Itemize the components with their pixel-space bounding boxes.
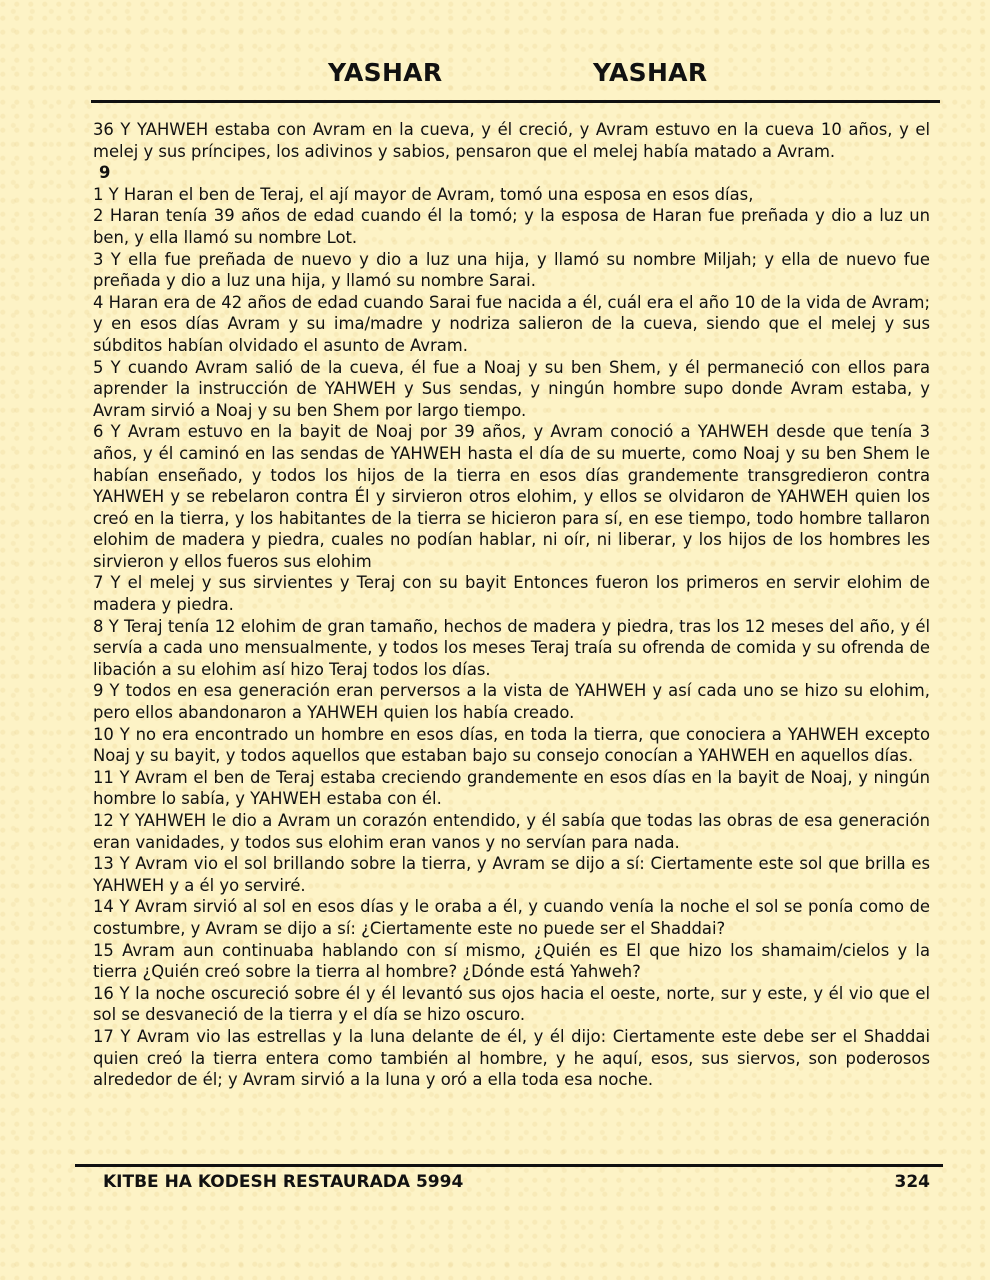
header-title-right: YASHAR <box>593 58 708 87</box>
verse-7: 7 Y el melej y sus sirvientes y Teraj con su bayit Entonces fueron los primeros en servir elohim de madera y piedra. <box>93 573 930 615</box>
page-number: 324 <box>894 1172 930 1192</box>
verse-4: 4 Haran era de 42 años de edad cuando Sarai fue nacida a él, cuál era el año 10 de la vida de Avram; y en esos días Avram y su ima/madre y nodriza salieron de la cueva, siendo que el melej y sus súbditos habían olvidado el asunto de Avram. <box>93 292 930 355</box>
verse-3: 3 Y ella fue preñada de nuevo y dio a luz una hija, y llamó su nombre Miljah; y ella de nuevo fue preñada y dio a luz una hija, y llamó su nombre Sarai. <box>93 249 930 291</box>
verse-5: 5 Y cuando Avram salió de la cueva, él fue a Noaj y su ben Shem, y él permaneció con ellos para aprender la instrucción de YAHWEH y Sus sendas, y ningún hombre supo donde Avram estaba, y Avram sirvió a Noaj y su ben Shem por largo tiempo. <box>93 357 930 420</box>
chapter-heading: 9 <box>99 163 111 183</box>
verse-11: 11 Y Avram el ben de Teraj estaba creciendo grandemente en esos días en la bayit de Noaj, y ningún hombre lo sabía, y YAHWEH estaba con él. <box>93 767 930 809</box>
verse-14: 14 Y Avram sirvió al sol en esos días y le oraba a él, y cuando venía la noche el sol se ponía como de costumbre, y Avram se dijo a sí: ¿Ciertamente este no puede ser el Shaddai? <box>93 897 930 938</box>
page-header <box>0 58 990 90</box>
page-body <box>93 119 930 1091</box>
page-footer <box>103 1172 930 1196</box>
verse-15: 15 Avram aun continuaba hablando con sí mismo, ¿Quién es El que hizo los shamaim/cielos y la tierra ¿Quién creó sobre la tierra al hombre? ¿Dónde está Yahweh? <box>93 940 930 982</box>
verse-10: 10 Y no era encontrado un hombre en esos días, en toda la tierra, que conociera a YAHWEH excepto Noaj y su bayit, y todos aquellos que estaban bajo su consejo conocían a YAHWEH en aquellos días. <box>93 724 930 766</box>
verse-6: 6 Y Avram estuvo en la bayit de Noaj por 39 años, y Avram conoció a YAHWEH desde que tenía 3 años, y él caminó en las sendas de YAHWEH hasta el día de su muerte, como Noaj y su ben Shem le habían enseñado, y todos los hijos de la tierra en esos días grandemente transgredieron contra YAHWEH y se rebelaron contra Él y sirvieron otros elohim, y ellos se olvidaron de YAHWEH quien los creó en la tierra, y los habitantes de la tierra se hicieron para sí, en ese tiempo, todo hombre tallaron elohim de madera y piedra, cuales no podían hablar, ni oír, ni liberar, y los hijos de los hombres les sirvieron y ellos fueros sus elohim <box>93 422 930 571</box>
verse-12: 12 Y YAHWEH le dio a Avram un corazón entendido, y él sabía que todas las obras de esa generación eran vanidades, y todos sus elohim eran vanos y no servían para nada. <box>93 811 930 852</box>
verse-8: 8 Y Teraj tenía 12 elohim de gran tamaño, hechos de madera y piedra, tras los 12 meses del año, y él servía a cada uno mensualmente, y todos los meses Teraj traía su ofrenda de comida y su ofrenda de libación a su elohim así hizo Teraj todos los días. <box>93 616 930 679</box>
verse-36: 36 Y YAHWEH estaba con Avram en la cueva, y él creció, y Avram estuvo en la cueva 10 años, y el melej y sus príncipes, los adivinos y sabios, pensaron que el melej había matado a Avram. <box>93 120 930 161</box>
verse-13: 13 Y Avram vio el sol brillando sobre la tierra, y Avram se dijo a sí: Ciertamente este sol que brilla es YAHWEH y a él yo serviré. <box>93 854 930 895</box>
verse-2: 2 Haran tenía 39 años de edad cuando él la tomó; y la esposa de Haran fue preñada y dio a luz un ben, y ella llamó su nombre Lot. <box>93 206 930 247</box>
footer-title: KITBE HA KODESH RESTAURADA 5994 <box>103 1172 464 1192</box>
verse-16: 16 Y la noche oscureció sobre él y él levantó sus ojos hacia el oeste, norte, sur y este, y él vio que el sol se desvaneció de la tierra y el día se hizo oscuro. <box>93 983 930 1025</box>
verse-9: 9 Y todos en esa generación eran perversos a la vista de YAHWEH y así cada uno se hizo su elohim, pero ellos abandonaron a YAHWEH quien los había creado. <box>93 681 930 723</box>
footer-rule <box>75 1164 943 1167</box>
header-rule <box>91 100 940 103</box>
verse-1: 1 Y Haran el ben de Teraj, el ají mayor de Avram, tomó una esposa en esos días, <box>93 184 754 204</box>
header-title-left: YASHAR <box>328 58 443 87</box>
verse-17: 17 Y Avram vio las estrellas y la luna delante de él, y él dijo: Ciertamente este debe ser el Shaddai quien creó la tierra entera como también al hombre, y he aquí, esos, sus siervos, son poderosos alrededor de él; y Avram sirvió a la luna y oró a ella toda esa noche. <box>93 1026 930 1090</box>
